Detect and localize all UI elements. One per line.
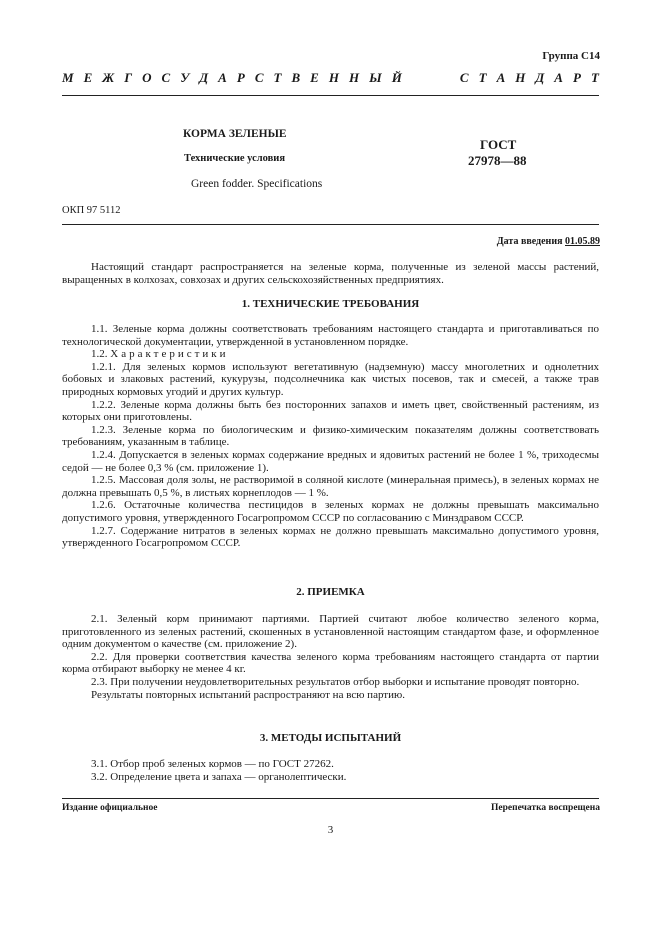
banner-letter: Д <box>199 70 209 85</box>
banner-letter: А <box>496 70 506 85</box>
banner-letter: Д <box>535 70 545 85</box>
banner-letter: Т <box>478 70 487 85</box>
banner-letter: А <box>218 70 227 85</box>
clause-1-2 <box>62 348 599 361</box>
section-2-body <box>62 613 599 701</box>
introduction-date-value: 01.05.89 <box>565 236 600 247</box>
banner-letter: А <box>554 70 563 85</box>
clause-1-2-number: 1.2. <box>91 348 111 361</box>
clause-3-2: 3.2. Определение цвета и запаха — органолептически. <box>91 770 347 783</box>
banner-letter: Т <box>273 70 282 85</box>
clause-1-2-5: 1.2.5. Массовая доля золы, не растворимой в соляной кислоте (минеральная примесь), в зеленых кормах не должна превышать 0,5 %, в листьях корнеплодов — 1 %. <box>62 474 599 499</box>
clause-2-1: 2.1. Зеленый корм принимают партиями. Партией считают любое количество зеленого корма, приготовленного из зеленых растений, скошенных в установленной настоящим стандартом фазе, и оформленное одним документом о качестве (см. приложение 2). <box>62 613 599 651</box>
banner-letter: Р <box>572 70 581 85</box>
official-edition-note: Издание официальное <box>62 803 158 813</box>
clause-1-2-7: 1.2.7. Содержание нитратов в зеленых кормах не должно превышать максимально допустимого уровня, утвержденного Госагропромом СССР. <box>62 524 599 550</box>
banner-letter: С <box>161 70 171 85</box>
section-1-heading: 1. ТЕХНИЧЕСКИЕ ТРЕБОВАНИЯ <box>241 298 420 310</box>
section-3-body <box>62 758 599 783</box>
banner-rule <box>62 95 599 96</box>
clause-2-3: 2.3. При получении неудовлетворительных результатов отбор выборки и испытание проводят повторно. <box>91 675 580 688</box>
banner-letter: Т <box>590 70 599 85</box>
banner-letter: С <box>254 70 264 85</box>
clause-3-1: 3.1. Отбор проб зеленых кормов — по ГОСТ 27262. <box>91 758 334 770</box>
section-3-heading: 3. МЕТОДЫ ИСПЫТАНИЙ <box>259 732 402 744</box>
standard-banner <box>62 70 599 86</box>
page-number: 3 <box>327 824 334 836</box>
clause-2-2: 2.2. Для проверки соответствия качества зеленого корма требованиям настоящего стандарта от партии корма отбирают выборку не менее 4 кг. <box>62 650 599 676</box>
banner-letter: О <box>142 70 152 85</box>
footer-rule <box>62 798 599 799</box>
banner-letter: Ж <box>102 70 115 85</box>
banner-letter: М <box>62 70 74 85</box>
clause-1-1: 1.1. Зеленые корма должны соответствовать требованиям настоящего стандарта и приготавливаться по технологической документации, утвержденной в установленном порядке. <box>62 323 599 348</box>
banner-letter: Е <box>310 70 319 85</box>
banner-letter: Й <box>391 70 402 85</box>
banner-letter: Г <box>124 70 133 85</box>
introduction-date-label: Дата введения <box>496 236 565 247</box>
intro-paragraph <box>62 261 599 286</box>
clause-1-2-6: 1.2.6. Остаточные количества пестицидов в зеленых кормах не должны превышать максимально допустимого уровня, утвержденного Госагропромом СССР по согласованию с Минздравом СССР. <box>62 499 599 524</box>
banner-letter: В <box>291 70 301 85</box>
reprint-prohibited-note: Перепечатка воспрещена <box>490 803 600 813</box>
banner-letter: Н <box>348 70 360 85</box>
clause-1-2-1: 1.2.1. Для зеленых кормов используют вегетативную (надземную) массу многолетних и однолетних бобовых и злаковых растений, кукурузы, подсолнечника как чистых посевов, так и смесей, а также трав природных кормовых угодий и других культур. <box>62 360 599 398</box>
banner-letter: Е <box>83 70 93 85</box>
banner-word-gap <box>412 70 450 86</box>
banner-letter: Р <box>236 70 245 85</box>
banner-letter: Ы <box>369 70 382 85</box>
clause-1-2-2: 1.2.2. Зеленые корма должны быть без посторонних запахов и иметь цвет, свойственный растениям, из которых они приготовлены. <box>62 398 599 424</box>
document-title-english: Green fodder. Specifications <box>191 178 323 190</box>
header-rule <box>62 224 599 225</box>
document-title: КОРМА ЗЕЛЕНЫЕ <box>183 128 287 140</box>
banner-letter: Н <box>515 70 526 85</box>
intro-text: Настоящий стандарт распространяется на зеленые корма, полученные из зеленой массы растений, выращенных в колхозах, совхозах и других сельскохозяйственных предприятиях. <box>62 261 599 286</box>
banner-letter: Н <box>328 70 339 85</box>
banner-letter: У <box>180 70 190 85</box>
clause-1-2-4: 1.2.4. Допускается в зеленых кормах содержание вредных и ядовитых растений не более 1 %, триходесмы седой — не более 0,3 % (см. приложение 1). <box>62 448 599 474</box>
clause-1-2-3: 1.2.3. Зеленые корма по биологическим и физико-химическим показателям должны соответствовать требованиям, указанным в таблице. <box>62 423 599 449</box>
okp-code: ОКП 97 5112 <box>62 205 121 216</box>
gost-number: 27978—88 <box>468 153 527 168</box>
clause-2-3-continued: Результаты повторных испытаний распространяют на всю партию. <box>91 688 405 701</box>
banner-letter: С <box>459 70 469 85</box>
clause-1-2-title: Характеристики <box>110 348 229 361</box>
section-1-body <box>62 323 599 550</box>
group-code: Группа С14 <box>542 50 600 62</box>
gost-label: ГОСТ <box>480 137 517 152</box>
document-subtitle: Технические условия <box>184 153 286 164</box>
section-2-heading: 2. ПРИЕМКА <box>296 586 365 598</box>
gost-designation <box>468 137 527 169</box>
introduction-date <box>497 236 600 247</box>
